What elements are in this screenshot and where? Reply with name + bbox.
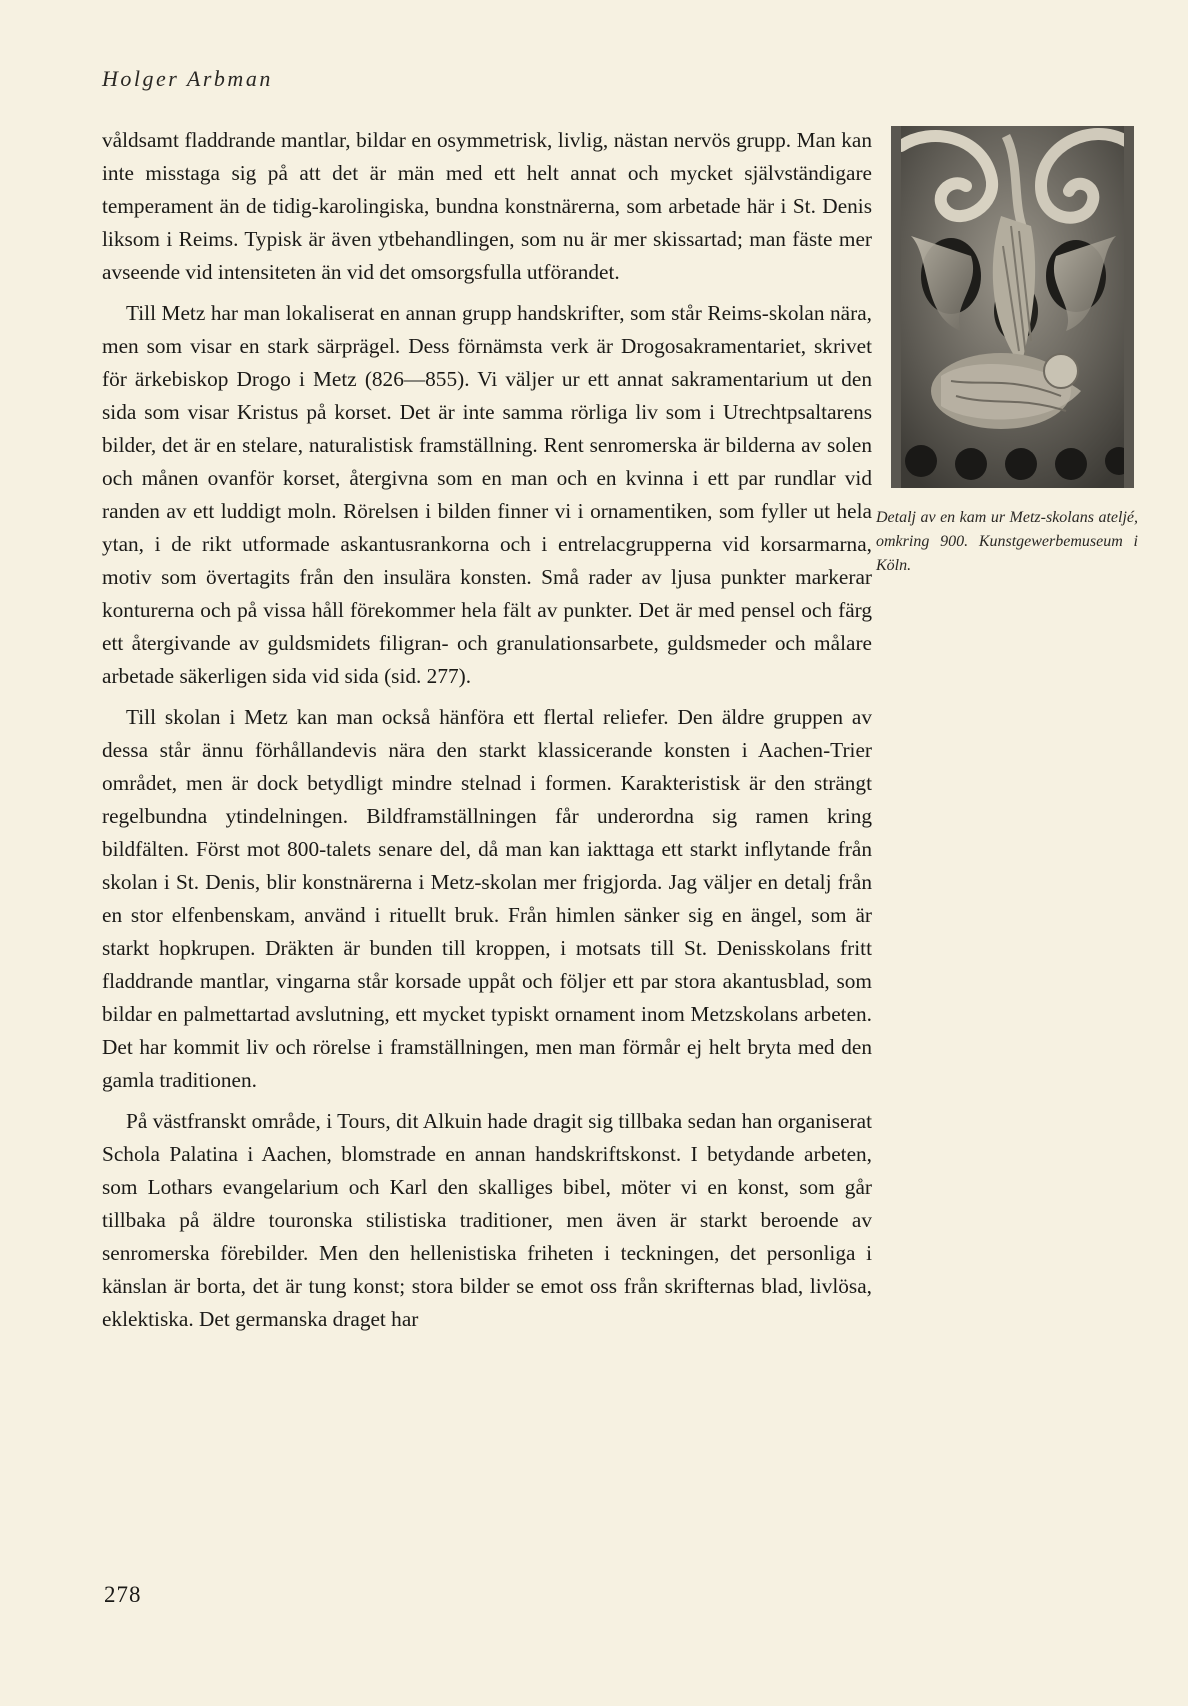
ivory-comb-photograph: [891, 126, 1134, 488]
paragraph-1: våldsamt fladdrande mantlar, bildar en osymmetrisk, livlig, nästan nervös grupp. Man kan inte misstaga sig på att det är män med ett helt annat och mycket självständigare temperament än de tidig-karolingiska, bundna konstnärerna, som arbetade här i St. Denis liksom i Reims. Typisk är även ytbehandlingen, som nu är mer skissartad; man fäste mer avseende vid intensiteten än vid det omsorgsfulla utförandet.: [102, 128, 872, 284]
paragraph-4: På västfranskt område, i Tours, dit Alkuin hade dragit sig tillbaka sedan han organiserat Schola Palatina i Aachen, blomstrade en annan handskriftskonst. I betydande arbeten, som Lothars evangelarium och Karl den skalliges bibel, möter vi en konst, som går tillbaka på äldre touronska stilistiska traditioner, men även är starkt beroende av senromerska förebilder. Men den hellenistiska friheten i teckningen, det personliga i känslan är borta, det är tung konst; stora bilder se emot oss från skrifternas blad, livlösa, eklektiska. Det germanska draget har: [102, 1109, 872, 1331]
paragraph-3: Till skolan i Metz kan man också hänföra ett flertal reliefer. Den äldre gruppen av dessa står ännu förhållandevis nära den starkt klassicerande konsten i Aachen-Trier området, men är dock betydligt mindre stelnad i formen. Karakteristisk är den strängt regelbundna ytindelningen. Bildframställningen får underordna sig ramen kring bildfälten. Först mot 800-talets senare del, då man kan iakttaga ett starkt inflytande från skolan i St. Denis, blir konstnärerna i Metz-skolan mer frigjorda. Jag väljer en detalj från en stor elfenbenskam, använd i rituellt bruk. Från himlen sänker sig en ängel, som är starkt hopkrupen. Dräkten är bunden till kroppen, i motsats till St. Denisskolans fritt fladdrande mantlar, vingarna står korsade uppåt och följer ett par stora akantusblad, som bildar en palmettartad avslutning, ett mycket typiskt ornament inom Metzskolans arbeten. Det har kommit liv och rörelse i framställningen, men man förmår ej helt bryta med den gamla traditionen.: [102, 705, 872, 1092]
running-head: Holger Arbman: [102, 66, 273, 91]
body-text: [102, 124, 872, 1344]
figure-caption: Detalj av en kam ur Metz-skolans ateljé, omkring 900. Kunstgewerbemuseum i Köln.: [876, 509, 1138, 574]
paragraph-2: Till Metz har man lokaliserat en annan grupp handskrifter, som står Reims-skolan nära, men som visar en stark särprägel. Dess förnämsta verk är Drogosakramentariet, skrivet för ärkebiskop Drogo i Metz (826—855). Vi väljer ur ett annat sakramentarium ut den sida som visar Kristus på korset. Det är inte samma rörliga liv som i Utrechtpsaltarens bilder, det är en stelare, naturalistisk framställning. Rent senromerska är bilderna av solen och månen ovanför korset, återgivna som en man och en kvinna i ett par rundlar vid randen av ett luddigt moln. Rörelsen i bilden finner vi i ornamentiken, som fyller ut hela ytan, i de rikt utformade askantusrankorna och i entrelacgrupperna vid korsarmarna, motiv som övertagits från den insulära konsten. Små rader av ljusa punkter markerar konturerna och på vissa håll förekommer hela fält av punkter. Det är med pensel och färg ett återgivande av guldsmidets filigran- och granulationsarbete, guldsmeder och målare arbetade säkerligen sida vid sida (sid. 277).: [102, 301, 872, 688]
page-number: 278: [104, 1582, 142, 1607]
